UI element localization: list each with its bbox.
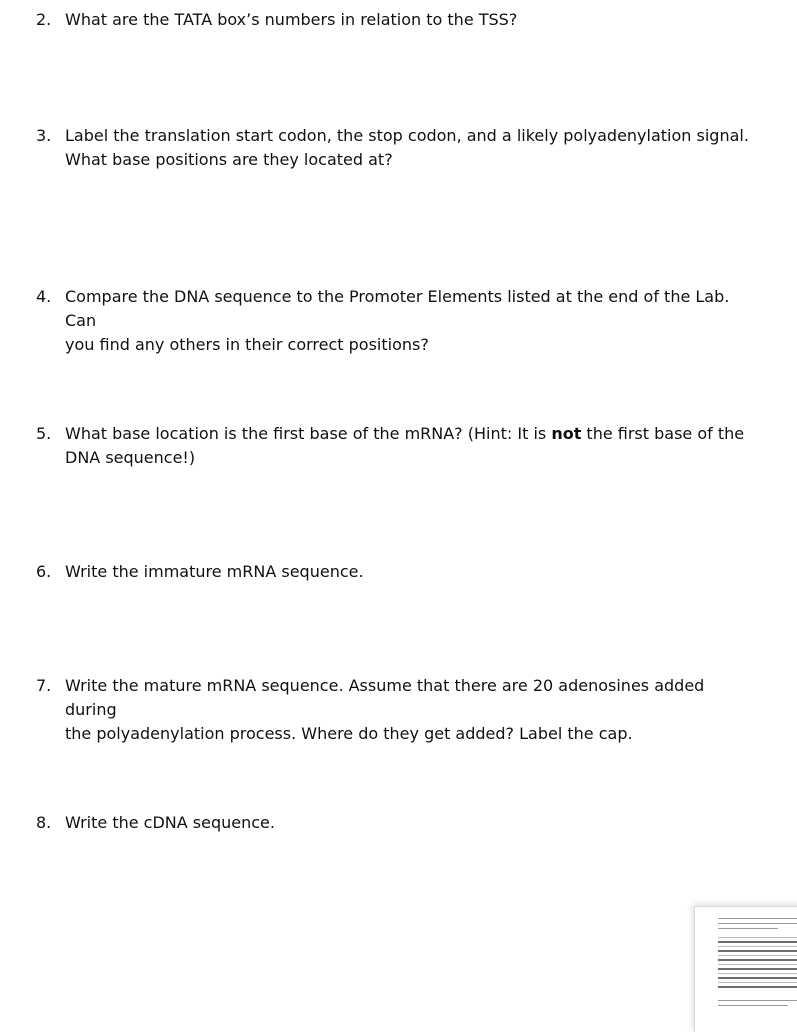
question-line: Label the translation start codon, the stop codon, and a likely polyadenylation signal. xyxy=(65,126,749,145)
question-line: you find any others in their correct positions? xyxy=(65,335,429,354)
question-line: the first base of the xyxy=(581,424,745,443)
thumbnail-number-row xyxy=(718,964,797,965)
thumbnail-text-line xyxy=(718,918,797,919)
thumbnail-number-row xyxy=(718,955,797,956)
thumbnail-number-row xyxy=(718,937,797,938)
question-text xyxy=(65,422,755,470)
question-line: the polyadenylation process. Where do they get added? Label the cap. xyxy=(65,724,633,743)
question-text xyxy=(65,674,755,746)
question-text xyxy=(65,560,755,584)
thumbnail-sequence-row xyxy=(718,968,797,970)
thumbnail-number-row xyxy=(718,973,797,974)
thumbnail-sequence-row xyxy=(718,950,797,952)
thumbnail-number-row xyxy=(718,946,797,947)
question-number: 5. xyxy=(36,424,52,443)
question-line: What base location is the first base of the mRNA? (Hint: It is xyxy=(65,424,552,443)
question-text xyxy=(65,124,755,172)
question-number: 8. xyxy=(36,813,52,832)
question-line: Write the immature mRNA sequence. xyxy=(65,562,364,581)
question-text xyxy=(65,8,755,32)
thumbnail-text-line xyxy=(718,928,778,929)
thumbnail-text-line xyxy=(718,1005,788,1006)
question-number: 6. xyxy=(36,562,52,581)
thumbnail-text-line xyxy=(718,923,797,924)
thumbnail-text-line xyxy=(718,1000,797,1001)
thumbnail-number-row xyxy=(718,982,797,983)
question-number: 2. xyxy=(36,10,52,29)
question-text xyxy=(65,285,755,357)
thumbnail-sequence-row xyxy=(718,977,797,979)
question-line: Write the cDNA sequence. xyxy=(65,813,275,832)
question-number: 7. xyxy=(36,676,52,695)
emphasis-not: not xyxy=(551,424,582,443)
question-line: Compare the DNA sequence to the Promoter Elements listed at the end of the Lab. Can xyxy=(65,287,730,330)
question-number: 4. xyxy=(36,287,52,306)
question-line: What are the TATA box’s numbers in relation to the TSS? xyxy=(65,10,518,29)
thumbnail-sequence-row xyxy=(718,986,797,988)
question-line: DNA sequence!) xyxy=(65,448,196,467)
question-text xyxy=(65,811,755,835)
thumbnail-sequence-row xyxy=(718,959,797,961)
question-line: Write the mature mRNA sequence. Assume that there are 20 adenosines added during xyxy=(65,676,705,719)
question-number: 3. xyxy=(36,126,52,145)
question-line: What base positions are they located at? xyxy=(65,150,393,169)
thumbnail-sequence-row xyxy=(718,941,797,943)
page-thumbnail[interactable] xyxy=(694,906,797,1032)
